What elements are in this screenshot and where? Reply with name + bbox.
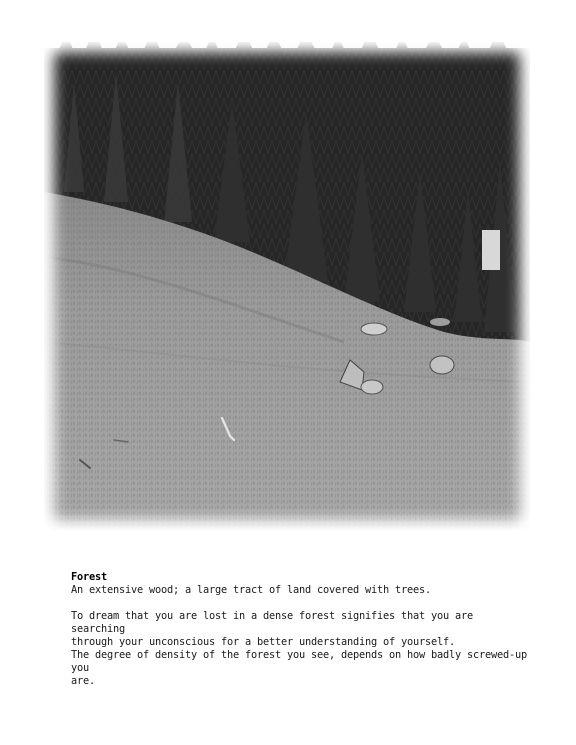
entry-remark-line-1: The degree of density of the forest you see, depends on how badly screwed-up you [71, 649, 527, 674]
entry-interpretation-line-1: To dream that you are lost in a dense forest signifies that you are searching [71, 610, 473, 635]
entry-definition: An extensive wood; a large tract of land covered with trees. [71, 584, 431, 596]
entry-remark-line-2: are. [71, 675, 95, 687]
forest-photo-image [44, 42, 530, 530]
dream-dictionary-entry [71, 571, 531, 688]
forest-photograph [44, 42, 530, 530]
paragraph-spacer [71, 597, 531, 610]
entry-title: Forest [71, 571, 107, 583]
entry-interpretation-line-2: through your unconscious for a better understanding of yourself. [71, 636, 455, 648]
